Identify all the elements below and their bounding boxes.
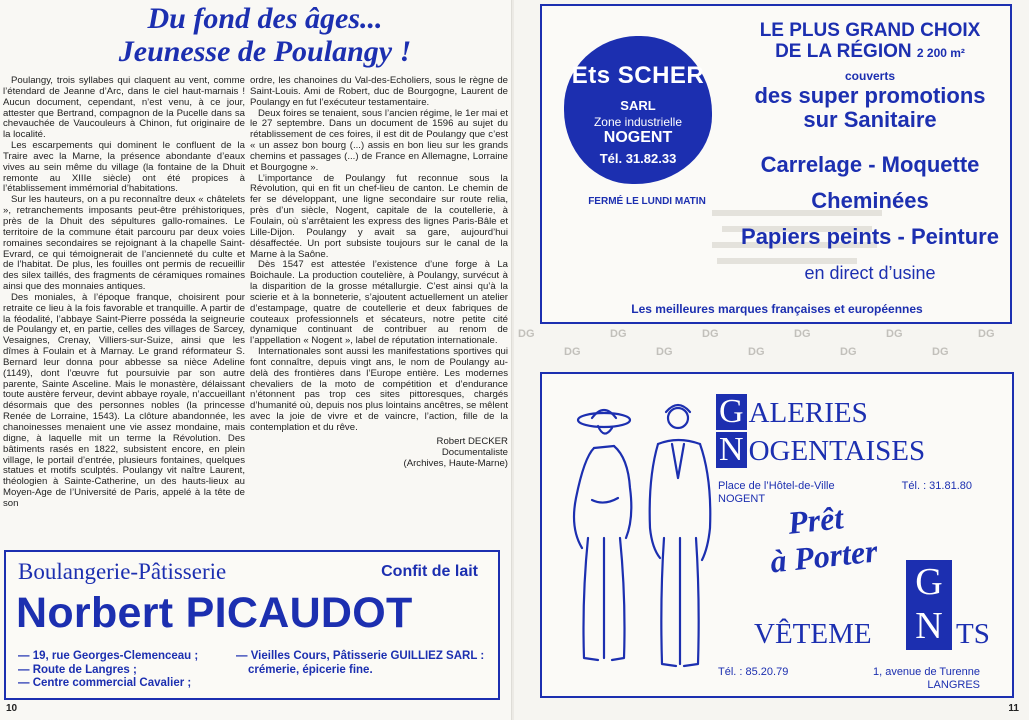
page-number: 11 [1008, 703, 1019, 714]
vetements-word-a: VÊTEME [754, 618, 872, 650]
article-column-1 [3, 76, 245, 510]
dg-watermark: DG [794, 328, 811, 340]
dg-watermark: DG [518, 328, 535, 340]
paragraph: Sur les hauteurs, on a pu reconnaître deux « châtelets », retranchements imposants peut-être préhistoriques, près de la Dhuit des sépultures gallo-romaines. Le territoire de la commune était parcouru par deux voies romaines secondaires se rejoignant à la chapelle Saint-Evrard, ce qui témoignerait de l’ancienneté du culte et de l’habitat. De plus, les fouilles ont permis de recueillir des silex taillés, des fragments de céramiques romaines ainsi que des monnaies antiques. [3, 194, 245, 293]
title-line-1: Du fond des âges... [147, 2, 383, 35]
dg-watermark: DG [886, 328, 903, 340]
galeries-ad [540, 372, 1014, 698]
author-affiliation: (Archives, Haute-Marne) [403, 457, 508, 469]
galeries-langres-street: 1, avenue de Turenne [872, 666, 980, 678]
scher-headline-1: LE PLUS GRAND CHOIX [759, 20, 981, 41]
bakery-confit: Confit de lait [381, 563, 478, 580]
galeries-initial-g: G [716, 394, 747, 430]
bakery-shop-line: crémerie, épicerie fine. [248, 663, 373, 676]
title-line-2: Jeunesse de Poulangy ! [118, 35, 412, 68]
galeries-title-line-2 [716, 432, 925, 468]
dg-watermark: DG [656, 346, 673, 358]
galeries-phone-nogent: Tél. : 31.81.80 [901, 480, 972, 492]
scher-town: NOGENT [603, 129, 673, 146]
bakery-title: Boulangerie-Pâtisserie [18, 559, 227, 584]
scher-promo [738, 84, 1002, 132]
bakery-shop [236, 650, 484, 677]
dg-watermark: DG [564, 346, 581, 358]
dg-watermark: DG [610, 328, 627, 340]
scher-headline [750, 20, 990, 87]
bakery-address: — Route de Langres ; [18, 663, 137, 676]
scher-ad [540, 4, 1012, 324]
scher-headline-2 [750, 41, 990, 87]
dg-watermark: DG [748, 346, 765, 358]
paragraph: Poulangy, trois syllabes qui claquent au vent, comme l’étendard de Jeanne d’Arc, dans le ciel haut-marnais ! Aucun document, cependant, n’est venu, à ce jour, attester que Bertrand, compagnon de la Pucelle dans sa chevauchée de Vaucouleurs à Chinon, fut originaire de la localité. [3, 75, 245, 141]
scher-name: Ets SCHER [571, 62, 705, 89]
galeries-word-1: ALERIES [748, 397, 868, 429]
scher-promo-2: sur Sanitaire [803, 107, 937, 132]
bakery-shop-line: — Vieilles Cours, Pâtisserie GUILLIEZ SARL : [236, 650, 485, 662]
scher-product-cheminees: Cheminées [811, 188, 929, 213]
scher-surface: 2 200 m² couverts [844, 46, 965, 83]
author-name: Robert DECKER [436, 435, 508, 447]
scher-promo-1: des super promotions [754, 83, 986, 108]
scher-phone: Tél. 31.82.33 [599, 151, 677, 166]
bakery-ad [4, 550, 500, 700]
dg-watermark-band [514, 324, 1029, 364]
gn-logo [906, 560, 952, 650]
paragraph: Deux foires se tenaient, sous l’ancien régime, le 1er mai et le 27 septembre. Dans un document de 1596 au sujet du rétablissement de ces foires, il est dit de Poulangy que c’est « un assez bon bourg (...) assis en bon lieu sur les grands chemins et passages (...) de France en Allemagne, Lorraine et Bourgogne ». [250, 107, 508, 173]
right-page [514, 0, 1029, 720]
galeries-langres-town: LANGRES [927, 678, 980, 691]
scher-closing-note: FERMÉ LE LUNDI MATIN [588, 196, 706, 207]
scher-legal: SARL [620, 98, 656, 113]
galeries-address-town: NOGENT [718, 492, 766, 505]
article-column-2 [250, 76, 508, 469]
pret-a-porter-1: Prêt [786, 499, 845, 541]
galeries-address-langres [873, 666, 980, 691]
gn-logo-g: G [915, 561, 943, 603]
scher-product-carrelage: Carrelage - Moquette [760, 152, 980, 177]
pret-a-porter-2: à Porter [768, 532, 880, 580]
dg-watermark: DG [932, 346, 949, 358]
dg-watermark: DG [702, 328, 719, 340]
paragraph: L’importance de Poulangy fut reconnue sous la Révolution, qui en fit un chef-lieu de canton. Le chemin de fer se développant, une ligne secondaire sur route relia, près d’un siècle, Nogent, capitale de la coutellerie, à Foulain, où s’arrêtaient les express des lignes Paris-Bâle et Lille-Dijon. Poulangy y avait sa gare, aujourd’hui désaffectée. Un port subsiste toujours sur le canal de la Marne à la Saône. [250, 172, 508, 260]
left-page [0, 0, 512, 720]
scher-direct: en direct d’usine [804, 263, 936, 283]
scher-zone: Zone industrielle [593, 115, 683, 129]
paragraph: Internationales sont aussi les manifestations sportives qui font connaître, depuis vingt ans, le nom de Poulangy au-delà des frontières dans l’Europe entière. Les modernes chevaliers de la moto de compétition et d’endurance n’étonnent pas trop ces sites pittoresques, chargés d’humanité où, depuis nos plus lointains ancêtres, se mêlent avec la joie de vivre et de vaincre, l’action, fille de la contemplation et du rêve. [250, 346, 508, 433]
paragraph: ordre, les chanoines du Val-des-Echoliers, sous le règne de Saint-Louis. Ami de Robert, duc de Bourgogne, Laurent de Poulangy en fut l’exécuteur testamentaire. [250, 75, 508, 108]
paragraph: Des moniales, à l’époque franque, choisirent pour retraite ce lieu à la fois favorable et tranquille. A partir de la féodalité, l’abbaye Saint-Pierre posséda la seigneurie de Poulangy et, en partie, celles des villages de Sarcey, Vesaignes, Crenay, Villiers-sur-Suize, ainsi que les dîmes à Foulain et à Marnay. Le grand réformateur S. Bernard leur donna pour abbesse sa nièce Adeline (1149), dont l’œuvre fut poursuivie par son autre parente, Sainte Asceline. Mais le monastère, délaissant toute austère ferveur, devint abbaye royale, n’accueillant désormais que des personnes nobles (la princesse Renée de Lorraine, 1543). La clôture abandonnée, les chanoinesses menaient une vie assez mondaine, mais digne, à laquelle mit un terme la Révolution. Des bâtiments rasés en 1822, subsistent encore, en plein village, le portail d’entrée, plusieurs fontaines, quelques statues et motifs sculptés. Poulangy vit naître Laurent, théologien à Sainte-Catherine, un des hauts-lieux au Moyen-Age de l’Université de Paris, appelé à la tête de son [3, 291, 245, 509]
galeries-address-line: Place de l’Hôtel-de-Ville [718, 480, 835, 492]
article-title [30, 2, 500, 68]
scher-product-papiers: Papiers peints - Peinture [741, 224, 999, 249]
bakery-address: — Centre commercial Cavalier ; [18, 677, 192, 689]
fashion-couple-illustration [554, 388, 734, 688]
author-signature [250, 436, 508, 469]
bakery-address: — 19, rue Georges-Clemenceau ; [18, 650, 199, 662]
gn-logo-n: N [915, 605, 943, 647]
scher-brands: Les meilleures marques françaises et européennes [631, 302, 923, 316]
author-role: Documentaliste [441, 446, 508, 458]
bakery-name: Norbert PICAUDOT [16, 589, 413, 637]
galeries-initial-n: N [716, 432, 747, 468]
dg-watermark: DG [840, 346, 857, 358]
dg-watermark: DG [978, 328, 995, 340]
vetements-word-b: TS [956, 618, 990, 650]
page-number: 10 [6, 703, 18, 714]
scher-region: DE LA RÉGION [775, 41, 912, 62]
bakery-addresses [18, 650, 198, 691]
galeries-word-2: OGENTAISES [748, 435, 926, 467]
galeries-phone-langres: Tél. : 85.20.79 [718, 666, 789, 678]
galeries-title-line-1 [716, 394, 868, 430]
paragraph: Dès 1547 est attestée l’existence d’une forge à La Boichaule. La production coutelière, à Poulangy, survécut à la disparition de la grosse métallurgie. C’est ainsi qu’à la scierie et à la bonneterie, s’ajoutent actuellement un atelier d’estampage, quatre de coutellerie et deux fabriques de couteaux professionnels et sécateurs, notre petite cité dynamique continuant de contribuer au renom de l’appellation « Nogent », label de réputation internationale. [250, 259, 508, 347]
scher-logo-blob [564, 36, 712, 184]
paragraph: Les escarpements qui dominent le confluent de la Traire avec la Marne, la présence abondante d’eaux vives au sein même du village (la fontaine de la Dhuit remonte au XIIIe siècle) ont été propices à l’établissement immémorial d’habitations. [3, 140, 245, 195]
